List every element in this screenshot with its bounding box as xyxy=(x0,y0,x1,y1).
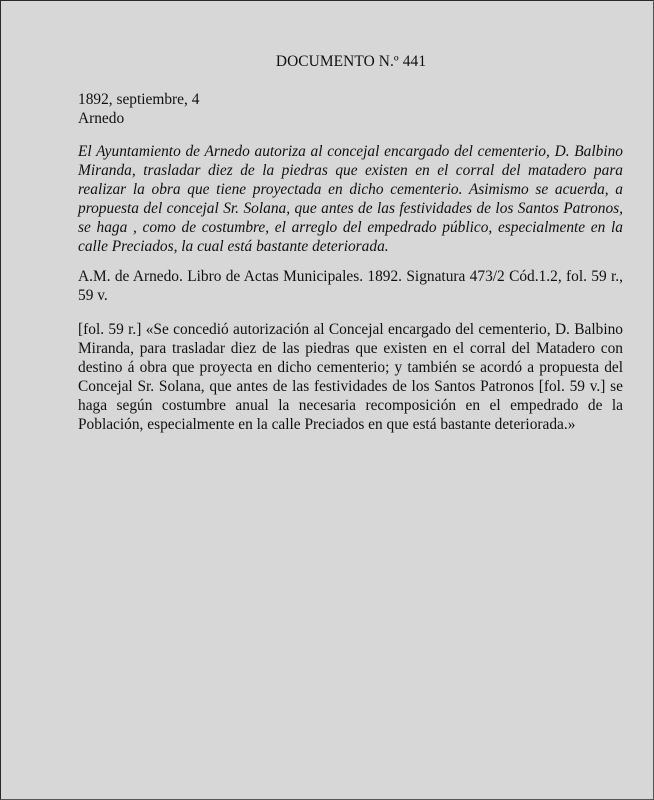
document-date: 1892, septiembre, 4 xyxy=(78,91,200,108)
transcription-line: Concejal Sr. Solana, que antes de las festividades de los Santos Patronos [fol. 59 v.] se xyxy=(78,378,623,395)
document-date-place xyxy=(78,90,623,128)
source-line: 59 v. xyxy=(78,287,108,304)
transcription-line: [fol. 59 r.] «Se concedió autorización al Concejal encargado del cementerio, D. Balbino xyxy=(78,321,623,338)
source-line: A.M. de Arnedo. Libro de Actas Municipales. 1892. Signatura 473/2 Cód.1.2, fol. 59 r., xyxy=(78,268,623,285)
transcription-line: Población, especialmente en la calle Preciados en que está bastante deteriorada.» xyxy=(78,416,576,433)
document-summary xyxy=(78,142,623,256)
document-place: Arnedo xyxy=(78,110,125,127)
document-transcription xyxy=(78,320,623,434)
summary-line: propuesta del concejal Sr. Solana, que antes de las festividades de los Santos Patronos, xyxy=(78,200,623,217)
transcription-line: haga según costumbre anual la necesaria recomposición en el empedrado de la xyxy=(78,397,623,414)
summary-line: Miranda, trasladar diez de la piedras que existen en el corral del matadero para xyxy=(78,162,623,179)
transcription-line: destino á obra que proyecta en dicho cementerio; y también se acordó a propuesta del xyxy=(78,359,623,376)
summary-line: calle Preciados, la cual está bastante deteriorada. xyxy=(78,238,389,255)
document-title: DOCUMENTO N.º 441 xyxy=(275,53,427,70)
summary-line: El Ayuntamiento de Arnedo autoriza al concejal encargado del cementerio, D. Balbino xyxy=(78,143,623,160)
archival-source xyxy=(78,267,623,305)
transcription-line: Miranda, para trasladar diez de las piedras que existen en el corral del Matadero con xyxy=(78,340,623,357)
summary-line: se haga , como de costumbre, el arreglo del empedrado público, especialmente en la xyxy=(78,219,623,236)
summary-line: realizar la obra que tiene proyectada en dicho cementerio. Asimismo se acuerda, a xyxy=(78,181,623,198)
